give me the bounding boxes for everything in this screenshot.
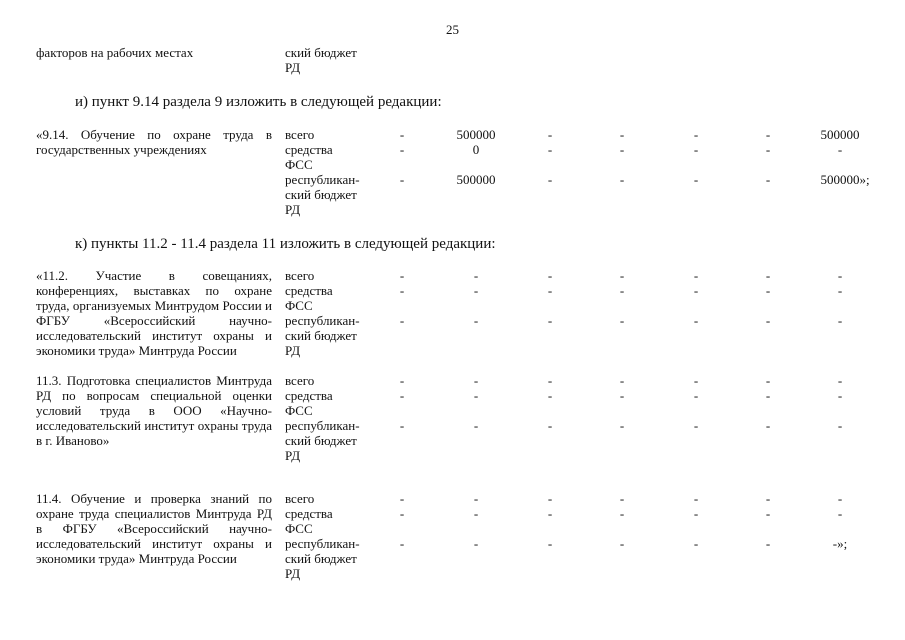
value-cell: - bbox=[837, 418, 843, 433]
value-cell: - bbox=[837, 268, 843, 283]
value-cell: - bbox=[693, 127, 699, 142]
item-description-11-3: 11.3. Подготовка специалистов Минтруда РД по вопросам специальной оценки условий труда в ООО «Научно-исследовательский институт охраны труда в г. Иваново» bbox=[36, 373, 272, 448]
value-cell: - bbox=[765, 142, 771, 157]
source-line: ский бюджет bbox=[285, 328, 357, 343]
value-cell: - bbox=[765, 388, 771, 403]
value-cell: - bbox=[765, 268, 771, 283]
value-cell: - bbox=[619, 127, 625, 142]
value-cell: - bbox=[619, 268, 625, 283]
value-cell: - bbox=[837, 506, 843, 521]
value-cell: - bbox=[619, 142, 625, 157]
value-cell: - bbox=[765, 506, 771, 521]
value-cell: - bbox=[473, 283, 479, 298]
value-cell: - bbox=[693, 172, 699, 187]
page-number: 25 bbox=[446, 22, 459, 37]
value-cell: - bbox=[619, 388, 625, 403]
source-line: ский бюджет bbox=[285, 551, 357, 566]
source-line: ФСС bbox=[285, 157, 313, 172]
value-cell: -»; bbox=[832, 536, 848, 551]
source-line: всего bbox=[285, 268, 315, 283]
source-line: всего bbox=[285, 373, 315, 388]
value-cell: - bbox=[473, 491, 479, 506]
value-cell: - bbox=[399, 283, 405, 298]
source-line: средства bbox=[285, 283, 333, 298]
value-cell: - bbox=[399, 127, 405, 142]
fragment-description: факторов на рабочих местах bbox=[36, 45, 194, 60]
source-line: РД bbox=[285, 566, 301, 581]
source-line: средства bbox=[285, 506, 333, 521]
source-line: средства bbox=[285, 142, 333, 157]
source-line: РД bbox=[285, 448, 301, 463]
value-cell: - bbox=[693, 313, 699, 328]
source-line: ский бюджет bbox=[285, 433, 357, 448]
value-cell: - bbox=[693, 268, 699, 283]
item-description-11-2: «11.2. Участие в совещаниях, конференциях, выставках по охране труда, организуемых Минтрудом России и ФГБУ «Всероссийский научно-исследовательский институт охраны и экономики труда» Минтруда России bbox=[36, 268, 272, 358]
value-cell: - bbox=[473, 506, 479, 521]
value-cell: 0 bbox=[472, 142, 480, 157]
source-line: республикан- bbox=[285, 418, 360, 433]
value-cell: - bbox=[473, 536, 479, 551]
value-cell: - bbox=[399, 373, 405, 388]
value-cell: - bbox=[547, 491, 553, 506]
value-cell: - bbox=[399, 506, 405, 521]
value-cell: - bbox=[473, 373, 479, 388]
source-line: РД bbox=[285, 202, 301, 217]
source-line: ФСС bbox=[285, 521, 313, 536]
value-cell: - bbox=[619, 313, 625, 328]
value-cell: - bbox=[547, 536, 553, 551]
fragment-source bbox=[285, 45, 395, 75]
value-cell: - bbox=[473, 388, 479, 403]
item-description-9-14: «9.14. Обучение по охране труда в государственных учреждениях bbox=[36, 127, 272, 157]
value-cell: - bbox=[837, 283, 843, 298]
value-cell: - bbox=[619, 172, 625, 187]
value-cell: - bbox=[693, 142, 699, 157]
source-line: ский бюджет bbox=[285, 187, 357, 202]
item-description-11-4: 11.4. Обучение и проверка знаний по охране труда специалистов Минтруда РД в ФГБУ «Всероссийский научно-исследовательский институт охраны и экономики труда» Минтруда России bbox=[36, 491, 272, 566]
value-cell: 500000 bbox=[456, 172, 496, 187]
value-cell: - bbox=[619, 418, 625, 433]
value-cell: - bbox=[399, 172, 405, 187]
value-cell: - bbox=[399, 536, 405, 551]
value-cell: - bbox=[619, 491, 625, 506]
value-cell: - bbox=[837, 373, 843, 388]
fragment-source-line: ский бюджет bbox=[285, 45, 357, 60]
value-cell: - bbox=[619, 506, 625, 521]
value-cell: - bbox=[619, 536, 625, 551]
heading-amend-11: к) пункты 11.2 - 11.4 раздела 11 изложить в следующей редакции: bbox=[75, 236, 496, 252]
value-cell: - bbox=[547, 283, 553, 298]
value-cell: - bbox=[399, 142, 405, 157]
value-cell: - bbox=[693, 283, 699, 298]
value-cell: - bbox=[473, 418, 479, 433]
value-cell: - bbox=[547, 142, 553, 157]
value-cell: - bbox=[693, 373, 699, 388]
value-cell: - bbox=[399, 418, 405, 433]
value-cell: - bbox=[473, 313, 479, 328]
value-cell: - bbox=[765, 536, 771, 551]
value-cell: - bbox=[837, 491, 843, 506]
source-line: республикан- bbox=[285, 172, 360, 187]
value-cell: - bbox=[399, 313, 405, 328]
value-cell: - bbox=[473, 268, 479, 283]
value-cell: - bbox=[547, 172, 553, 187]
source-line: республикан- bbox=[285, 536, 360, 551]
value-cell: - bbox=[765, 127, 771, 142]
value-cell: - bbox=[399, 268, 405, 283]
value-cell: - bbox=[693, 491, 699, 506]
value-cell: - bbox=[837, 142, 843, 157]
value-cell: 500000 bbox=[456, 127, 496, 142]
source-line: всего bbox=[285, 491, 315, 506]
value-cell: - bbox=[547, 506, 553, 521]
fragment-source-line: РД bbox=[285, 60, 301, 75]
value-cell: - bbox=[547, 418, 553, 433]
value-cell: - bbox=[765, 172, 771, 187]
value-cell: - bbox=[693, 506, 699, 521]
source-line: средства bbox=[285, 388, 333, 403]
value-cell: - bbox=[765, 313, 771, 328]
source-line: ФСС bbox=[285, 403, 313, 418]
value-cell: - bbox=[837, 313, 843, 328]
value-cell: 500000 bbox=[820, 127, 860, 142]
value-cell: - bbox=[765, 418, 771, 433]
value-cell: - bbox=[399, 388, 405, 403]
value-cell: - bbox=[765, 491, 771, 506]
value-cell: - bbox=[765, 283, 771, 298]
value-cell: - bbox=[547, 373, 553, 388]
heading-amend-9-14: и) пункт 9.14 раздела 9 изложить в следующей редакции: bbox=[75, 94, 442, 110]
value-cell: - bbox=[547, 313, 553, 328]
source-line: всего bbox=[285, 127, 315, 142]
value-cell: - bbox=[765, 373, 771, 388]
value-cell: - bbox=[619, 373, 625, 388]
value-cell: - bbox=[619, 283, 625, 298]
value-cell: - bbox=[693, 418, 699, 433]
value-cell: - bbox=[547, 127, 553, 142]
value-cell: - bbox=[547, 388, 553, 403]
value-cell: - bbox=[693, 536, 699, 551]
source-line: РД bbox=[285, 343, 301, 358]
value-cell: - bbox=[399, 491, 405, 506]
value-cell: 500000»; bbox=[820, 172, 870, 187]
source-line: ФСС bbox=[285, 298, 313, 313]
value-cell: - bbox=[837, 388, 843, 403]
value-cell: - bbox=[693, 388, 699, 403]
source-line: республикан- bbox=[285, 313, 360, 328]
value-cell: - bbox=[547, 268, 553, 283]
